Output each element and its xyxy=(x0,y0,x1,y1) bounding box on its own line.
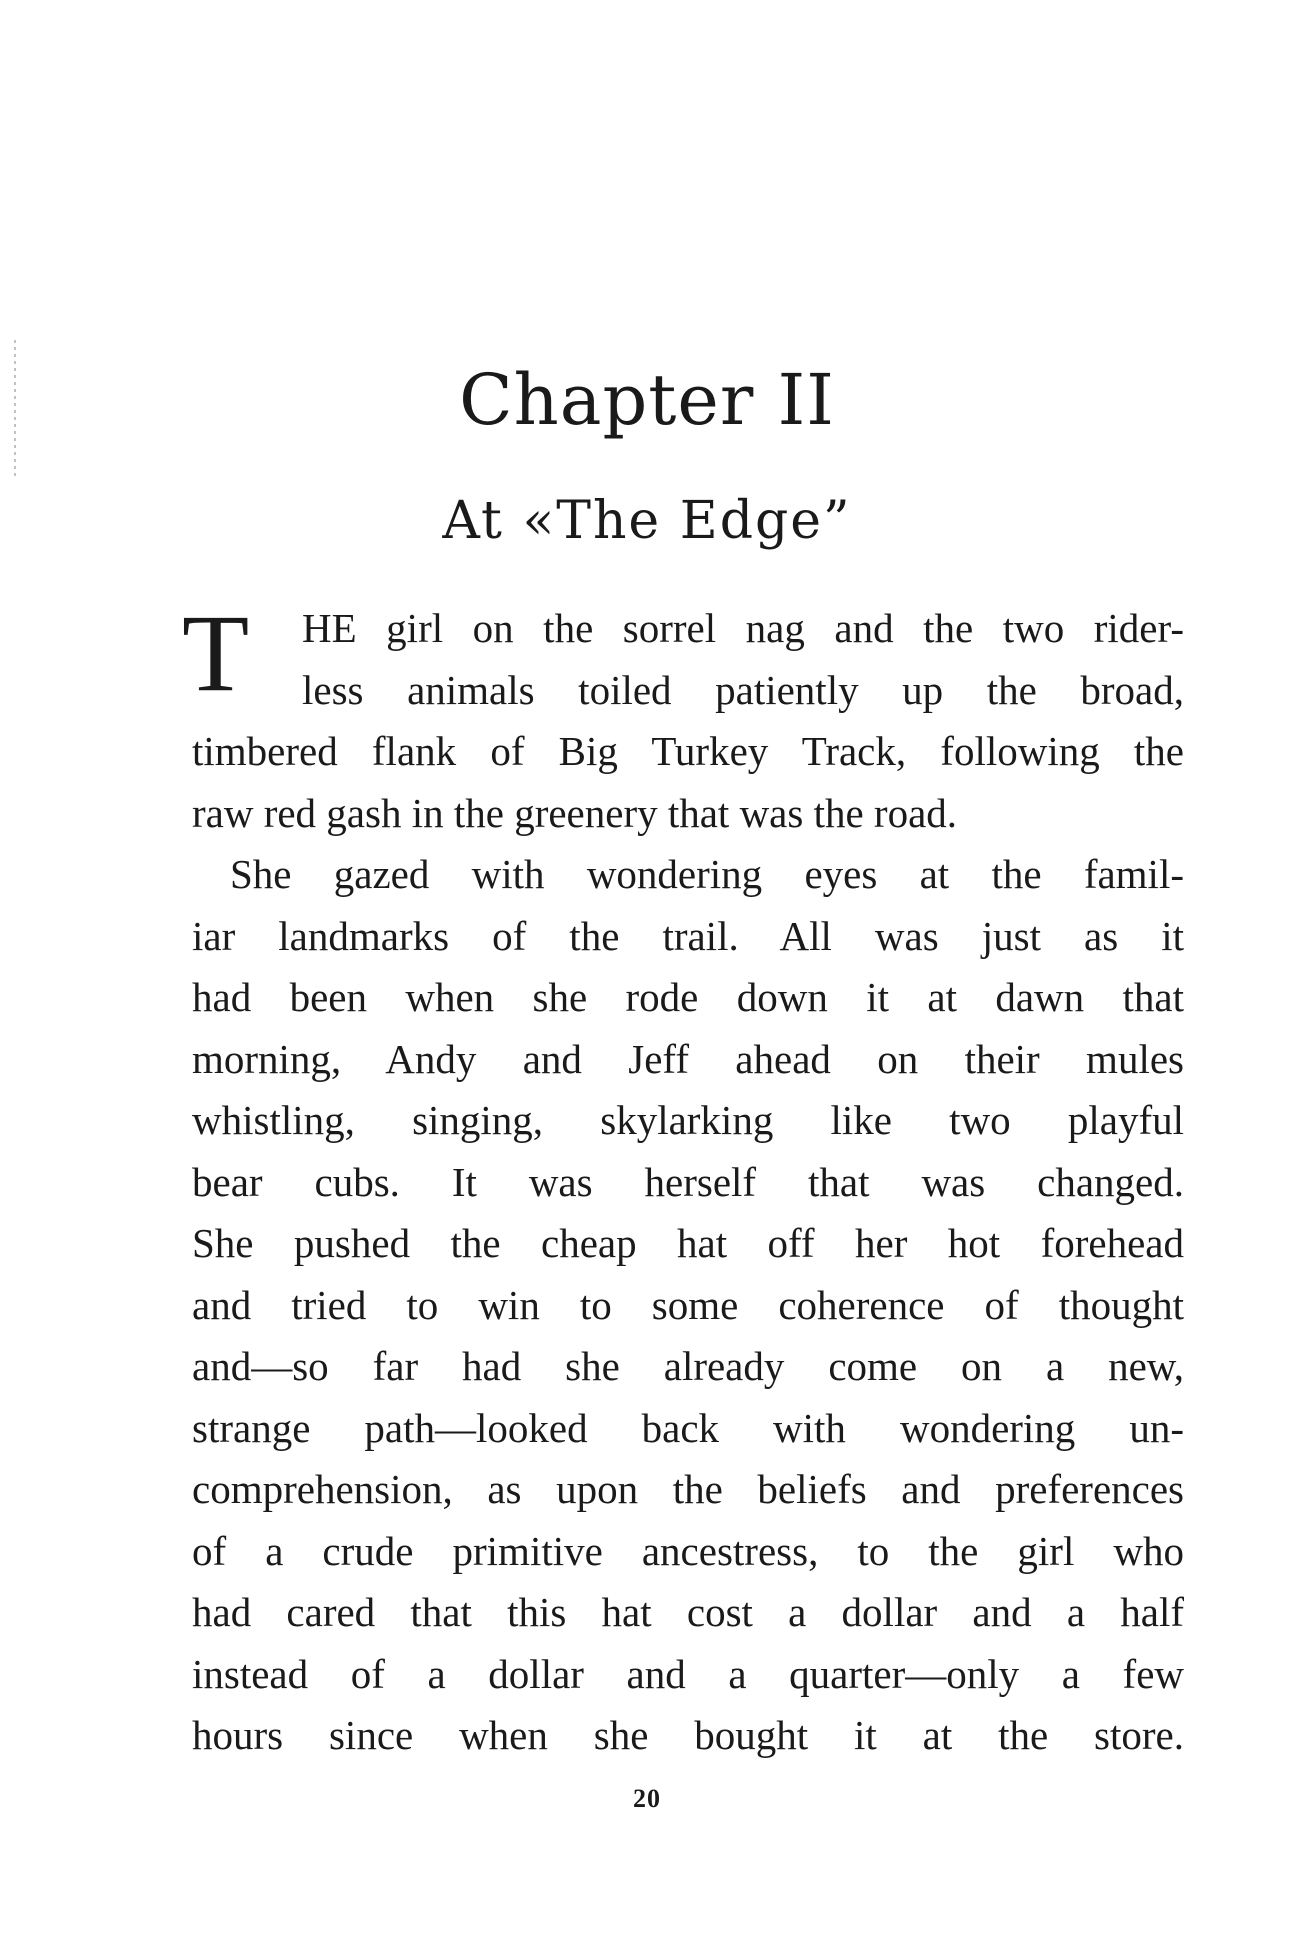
text-line: hours since when she bought it at the store. xyxy=(192,1712,1184,1758)
text-line: She pushed the cheap hat off her hot forehead xyxy=(192,1220,1184,1266)
chapter-number: Chapter II xyxy=(459,359,835,441)
text-line: iar landmarks of the trail. All was just as it xyxy=(192,912,1184,959)
text-line: HE girl on the sorrel nag and the two rider- xyxy=(302,605,1184,651)
text-line: and—so far had she already come on a new, xyxy=(192,1343,1184,1389)
chapter-title: At «The Edge” xyxy=(442,491,852,551)
text-line: of a crude primitive ancestress, to the girl who xyxy=(192,1527,1184,1574)
text-line: less animals toiled patiently up the broad, xyxy=(302,666,1184,713)
text-line: instead of a dollar and a quarter—only a few xyxy=(192,1650,1184,1697)
text-line: strange path—looked back with wondering un- xyxy=(192,1404,1184,1451)
body-text xyxy=(192,598,1184,1767)
page-number: 20 xyxy=(633,1784,661,1813)
drop-cap: T xyxy=(182,592,250,714)
text-line: timbered flank of Big Turkey Track, following the xyxy=(192,728,1184,774)
text-line: had cared that this hat cost a dollar and a half xyxy=(192,1589,1184,1635)
text-line: had been when she rode down it at dawn that xyxy=(192,974,1184,1020)
text-line: and tried to win to some coherence of thought xyxy=(192,1281,1184,1328)
text-line: bear cubs. It was herself that was changed. xyxy=(192,1158,1184,1205)
text-line: morning, Andy and Jeff ahead on their mules xyxy=(192,1035,1184,1082)
text-line: comprehension, as upon the beliefs and preferences xyxy=(192,1466,1184,1512)
text-line: She gazed with wondering eyes at the famil- xyxy=(230,851,1184,897)
text-line: whistling, singing, skylarking like two playful xyxy=(192,1097,1184,1143)
text-line: raw red gash in the greenery that was the road. xyxy=(192,789,958,836)
